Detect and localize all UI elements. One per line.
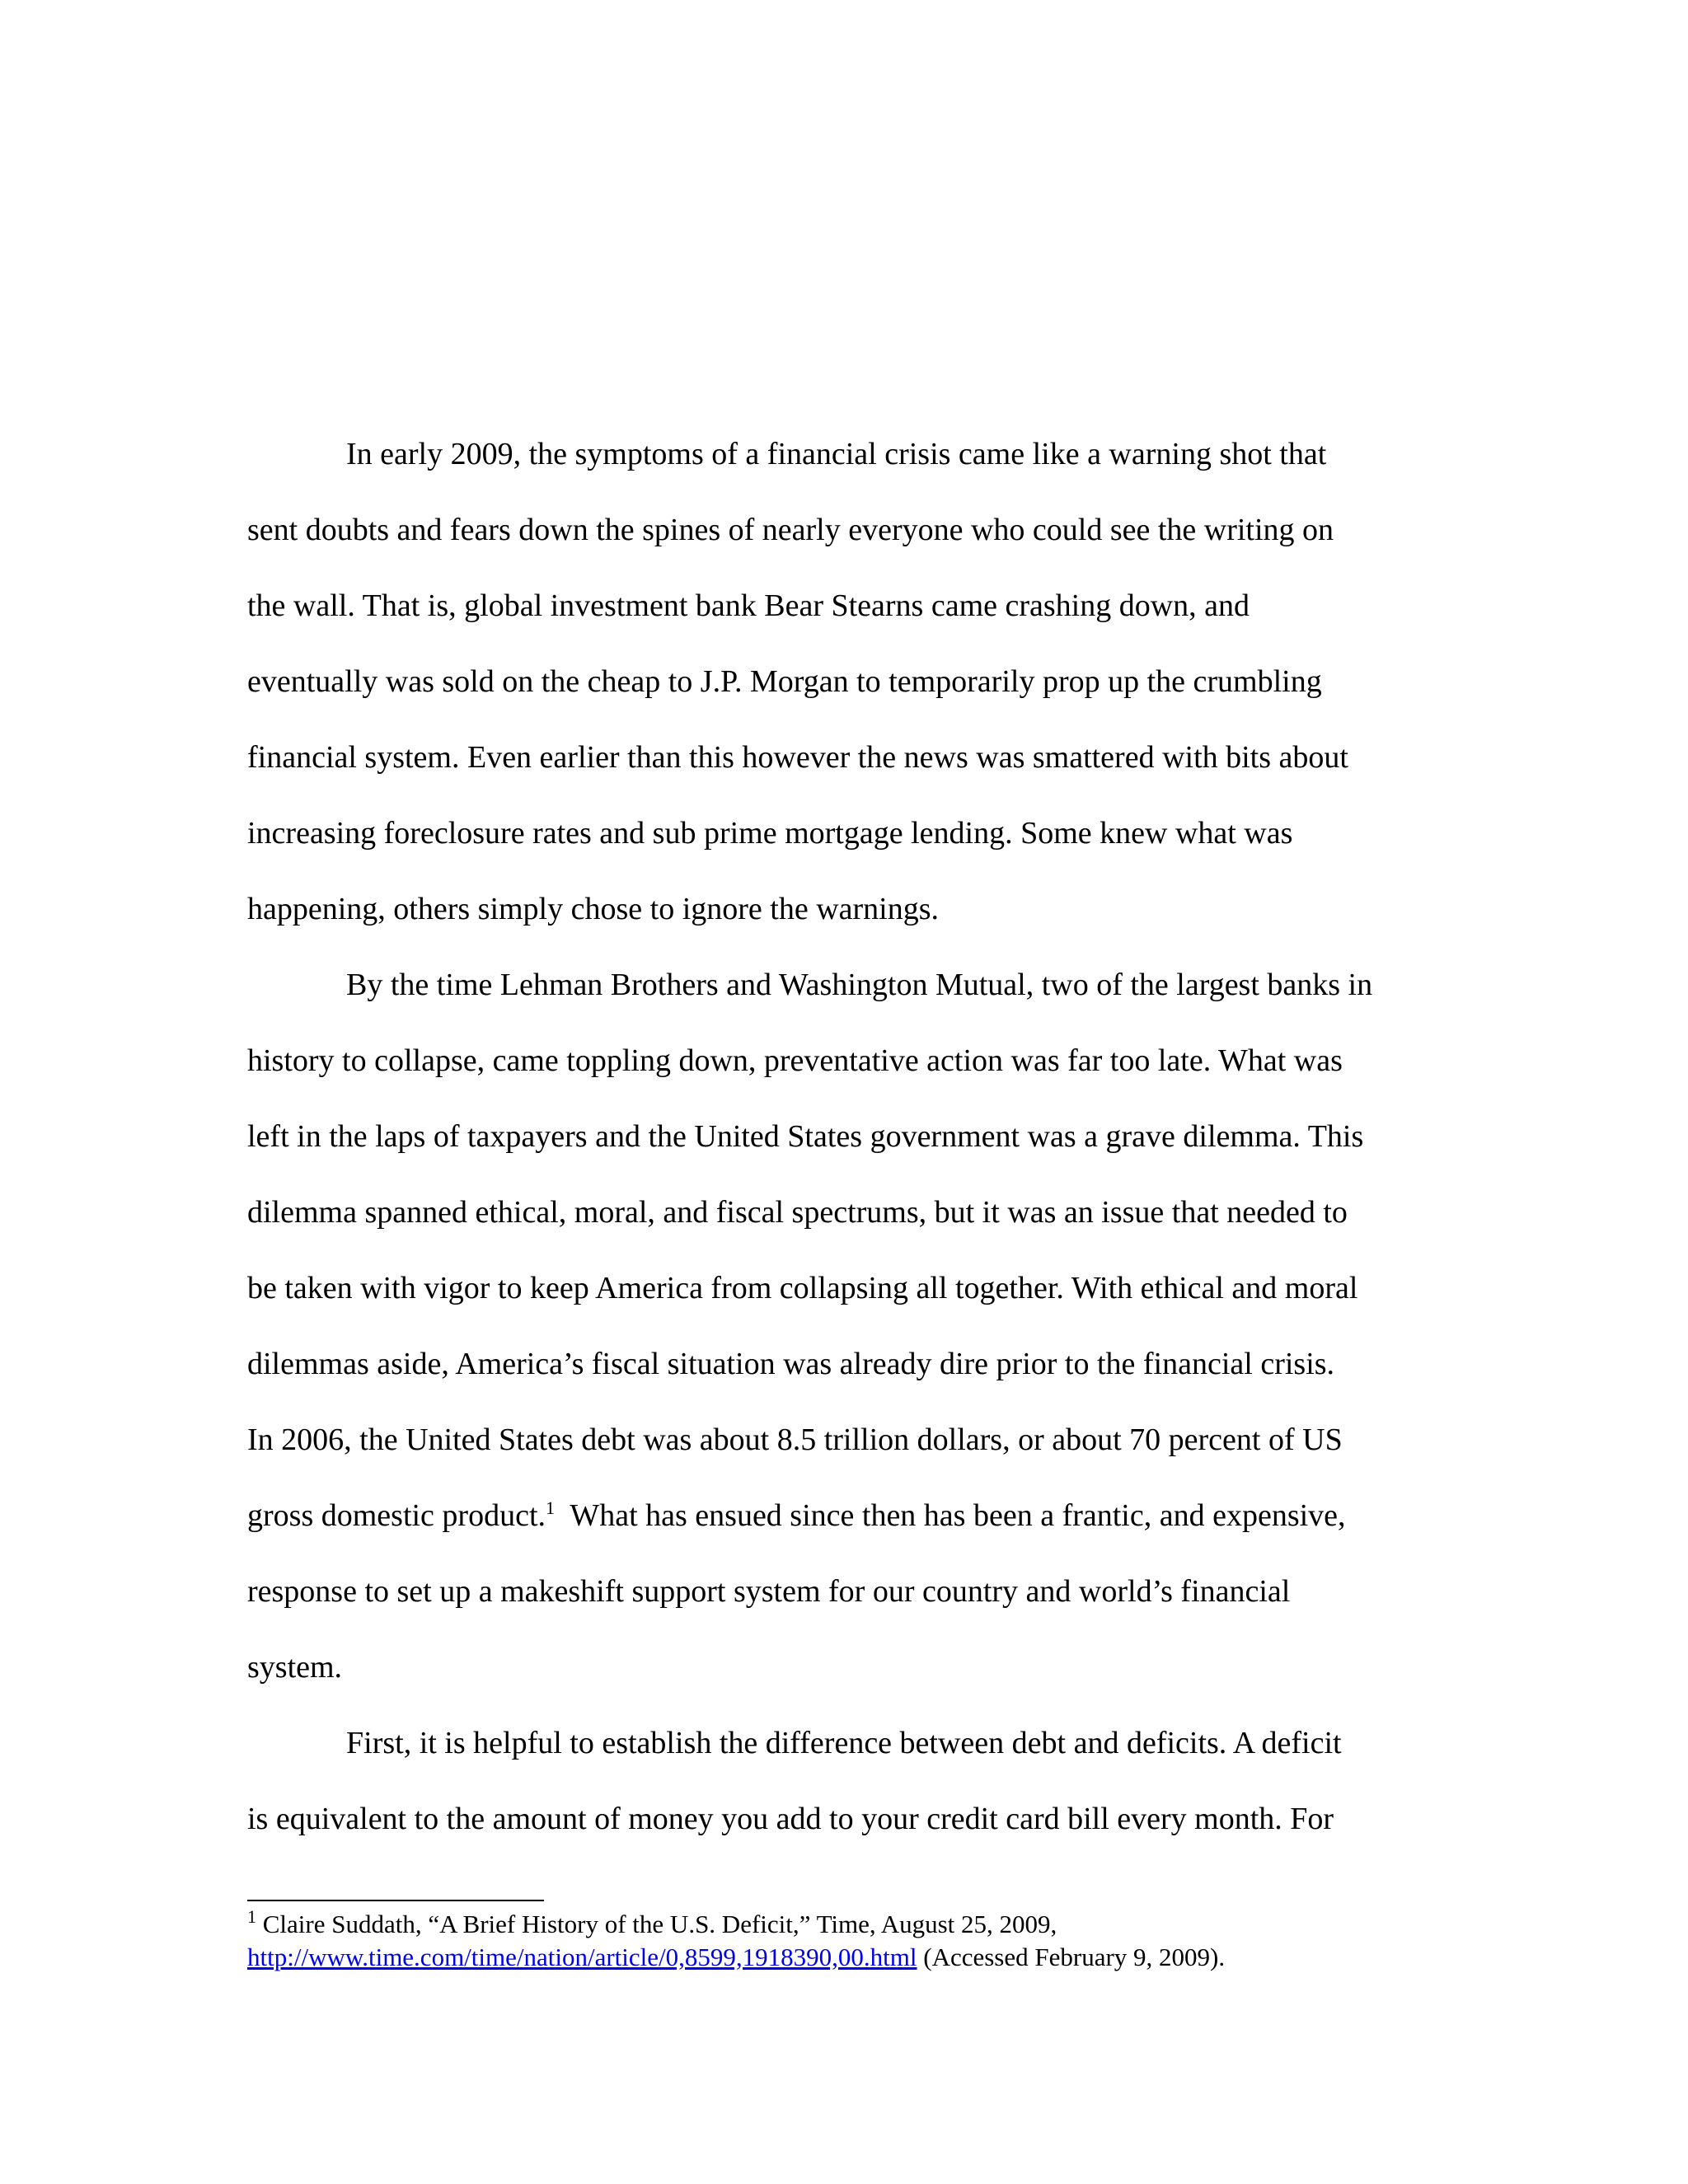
- paragraph-2-line-5: be taken with vigor to keep America from collapsing all together. With ethical and moral: [247, 1271, 1358, 1305]
- footnote: [247, 1908, 1434, 1974]
- footnote-reference[interactable]: 1: [546, 1497, 556, 1518]
- footnote-accessed: (Accessed February 9, 2009).: [923, 1943, 1226, 1971]
- body-text: [247, 416, 1434, 1857]
- paragraph-1-line-3: the wall. That is, global investment bank Bear Stearns came crashing down, and: [247, 588, 1250, 623]
- paragraph-1-line-4: eventually was sold on the cheap to J.P. Morgan to temporarily prop up the crumbling: [247, 664, 1322, 699]
- paragraph-2-line-8-end: What has ensued since then has been a frantic, and expensive,: [570, 1498, 1346, 1533]
- footnote-line-2: [247, 1941, 1434, 1974]
- paragraph-2-line-8: [247, 1478, 1434, 1554]
- footnote-link[interactable]: http://www.time.com/time/nation/article/0,8599,1918390,00.html: [247, 1943, 917, 1971]
- paragraph-2-line-6: dilemmas aside, America’s fiscal situation was already dire prior to the financial crisis.: [247, 1347, 1335, 1381]
- paragraph-1-line-5: financial system. Even earlier than this however the news was smattered with bits about: [247, 740, 1348, 775]
- footnote-number: 1: [247, 1906, 256, 1927]
- paragraph-1-line-2: sent doubts and fears down the spines of nearly everyone who could see the writing on: [247, 513, 1334, 547]
- paragraph-2-line-9: response to set up a makeshift support system for our country and world’s financial: [247, 1574, 1291, 1609]
- paragraph-2-line-3: left in the laps of taxpayers and the United States government was a grave dilemma. This: [247, 1119, 1364, 1154]
- paragraph-2-line-1: By the time Lehman Brothers and Washington Mutual, two of the largest banks in: [346, 968, 1373, 1002]
- paragraph-2-line-4: dilemma spanned ethical, moral, and fiscal spectrums, but it was an issue that needed to: [247, 1195, 1348, 1230]
- paragraph-2-line-7: In 2006, the United States debt was about 8.5 trillion dollars, or about 70 percent of US: [247, 1422, 1343, 1457]
- paragraph-1-line-6: increasing foreclosure rates and sub prime mortgage lending. Some knew what was: [247, 816, 1293, 851]
- paragraph-2-line-2: history to collapse, came toppling down, preventative action was far too late. What was: [247, 1043, 1343, 1078]
- footnote-line-1: [247, 1908, 1434, 1941]
- paragraph-3-line-1: First, it is helpful to establish the difference between debt and deficits. A deficit: [346, 1726, 1342, 1760]
- paragraph-3-line-2: is equivalent to the amount of money you add to your credit card bill every month. For: [247, 1802, 1334, 1836]
- paragraph-2-line-10: system.: [247, 1650, 343, 1685]
- paragraph-1-line-1: In early 2009, the symptoms of a financial crisis came like a warning shot that: [346, 437, 1327, 471]
- footnote-citation: Claire Suddath, “A Brief History of the U.S. Deficit,” Time, August 25, 2009,: [262, 1910, 1057, 1938]
- footnote-separator: [247, 1900, 544, 1901]
- paragraph-1-line-7: happening, others simply chose to ignore the warnings.: [247, 892, 940, 926]
- paragraph-2-line-8-start: gross domestic product.: [247, 1498, 546, 1533]
